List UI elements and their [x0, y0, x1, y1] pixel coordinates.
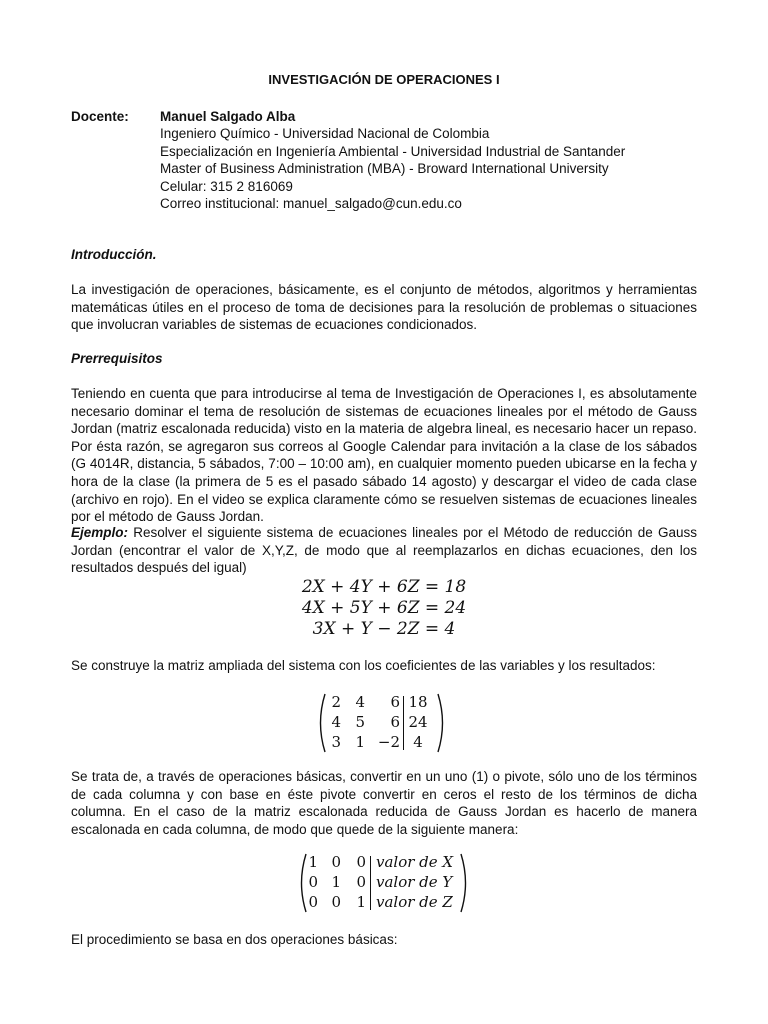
matrix-cell: 4	[331, 713, 341, 731]
matrix-cell: 1	[356, 893, 366, 911]
augment-bar	[370, 856, 371, 910]
docente-email: Correo institucional: manuel_salgado@cun.edu.co	[160, 196, 462, 212]
matrix-cell: 3	[331, 733, 341, 751]
matrix-cell: 18	[408, 693, 428, 711]
matrix-cell: 4	[355, 693, 365, 711]
docente-line: Especialización en Ingeniería Ambiental - Universidad Industrial de Santander	[160, 143, 626, 159]
equation: 3X + Y − 2Z = 4	[312, 619, 456, 639]
reduced-matrix	[296, 852, 472, 914]
equation: 4X + 5Y + 6Z = 24	[301, 598, 467, 618]
equation: 2X + 4Y + 6Z = 18	[301, 577, 467, 597]
intro-paragraph: La investigación de operaciones, básicamente, es el conjunto de métodos, algoritmos y herramientas matemáticas útiles en el proceso de toma de decisiones para la resolución de problemas o situaciones que involucran variables de sistemas de ecuaciones condicionados.	[71, 282, 697, 333]
matrix-cell: 1	[308, 853, 318, 871]
example-label: Ejemplo:	[71, 525, 129, 540]
example-paragraph	[71, 524, 697, 577]
matrix-cell: 24	[408, 713, 428, 731]
docente-name: Manuel Salgado Alba	[160, 109, 296, 124]
docente-label: Docente:	[71, 109, 129, 124]
right-paren	[436, 692, 448, 754]
docente-line: Ingeniero Químico - Universidad Nacional de Colombia	[160, 126, 490, 142]
example-text: Resolver el siguiente sistema de ecuaciones lineales por el Método de reducción de Gauss Jordan (encontrar el valor de X,Y,Z, de modo que al reemplazarlos en dichas ecuaciones, den los resultados después del igual)	[71, 525, 697, 576]
prereq-heading: Prerrequisitos	[71, 351, 163, 366]
matrix-cell: 0	[308, 893, 318, 911]
matrix-cell: 6	[390, 713, 400, 731]
matrix-cell: 0	[356, 853, 366, 871]
intro-heading: Introducción.	[71, 247, 157, 262]
pivot-paragraph: Se trata de, a través de operaciones básicas, convertir en un uno (1) o pivote, sólo uno de los términos de cada columna y con base en éste pivote convertir en ceros el resto de los términos de dicha columna. En el caso de la matriz escalonada reducida de Gauss Jordan es hacerlo de manera escalonada en cada columna, de modo que quede de la siguiente manera:	[71, 769, 697, 837]
docente-line: Master of Business Administration (MBA) - Broward International University	[160, 161, 609, 177]
matrix-cell: 1	[331, 873, 341, 891]
docente-info	[160, 108, 625, 212]
matrix-cell: 6	[390, 693, 400, 711]
document-title: INVESTIGACIÓN DE OPERACIONES I	[268, 72, 500, 87]
matrix-cell: 1	[355, 733, 365, 751]
docente-line: Celular: 315 2 816069	[160, 178, 293, 194]
matrix-value-label: valor de Z	[376, 893, 453, 911]
matrix-cell: 0	[331, 893, 341, 911]
prereq-paragraph: Teniendo en cuenta que para introducirse al tema de Investigación de Operaciones I, es absolutamente necesario dominar el tema de resolución de sistemas de ecuaciones lineales por el método de Gauss Jordan (matriz escalonada reducida) visto en la materia de algebra lineal, es necesario hacer un repaso. Por ésta razón, se agregaron sus correos al Google Calendar para invitación a la clase de los sábados (G 4014R, distancia, 5 sábados, 7:00 – 10:00 am), en cualquier momento pueden ubicarse en la fecha y hora de la clase (la primera de 5 es el pasado sábado 14 agosto) y descargar el video de cada clase (archivo en rojo). En el video se explica claramente cómo se resuelven sistemas de ecuaciones lineales por el método de Gauss Jordan.	[71, 386, 697, 525]
right-paren	[459, 852, 471, 914]
matrix-cell: −2	[377, 733, 400, 751]
augmented-paragraph: Se construye la matriz ampliada del sistema con los coeficientes de las variables y los resultados:	[71, 658, 656, 673]
closing-paragraph: El procedimiento se basa en dos operaciones básicas:	[71, 932, 398, 947]
equation-system	[0, 577, 768, 640]
matrix-cell: 2	[331, 693, 341, 711]
matrix-cell: 5	[355, 713, 365, 731]
matrix-value-label: valor de Y	[376, 873, 453, 891]
matrix-cell: 0	[331, 853, 341, 871]
matrix-cell: 4	[413, 733, 423, 751]
matrix-cell: 0	[356, 873, 366, 891]
matrix-cell: 0	[308, 873, 318, 891]
augmented-matrix	[315, 692, 450, 754]
matrix-value-label: valor de X	[376, 853, 454, 871]
